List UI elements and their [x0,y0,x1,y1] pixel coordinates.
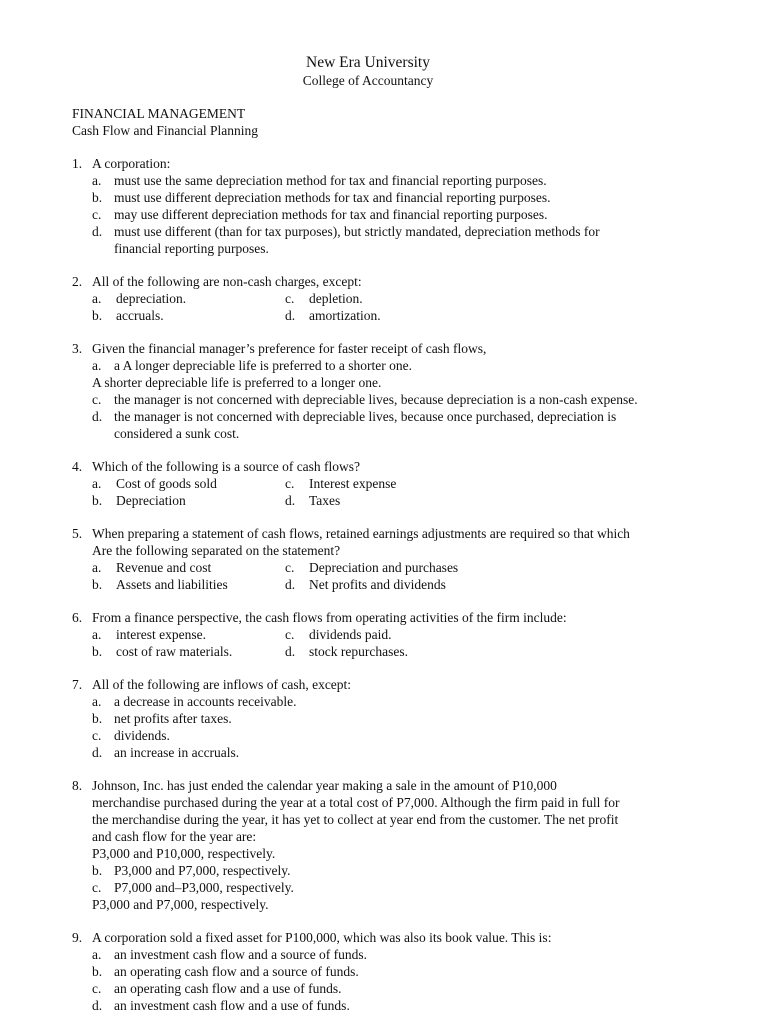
question-stem-continued: and cash flow for the year are: [92,829,257,844]
question-stem-continued: Are the following separated on the statement? [92,543,341,558]
choice-label: b. [92,711,103,726]
choice-text: dividends paid. [309,627,392,642]
choice-label: b. [92,964,103,979]
question-number: 8. [72,778,83,793]
course-title: FINANCIAL MANAGEMENT [72,106,246,121]
choice-label: c. [285,476,295,491]
choice-text: net profits after taxes. [114,711,232,726]
question-stem: A corporation sold a fixed asset for P100,000, which was also its book value. This is: [92,930,552,945]
choice-text: must use different (than for tax purposes), but strictly mandated, depreciation methods for [114,224,600,239]
question-stem: All of the following are inflows of cash, except: [92,677,352,692]
college-name: College of Accountancy [302,73,434,88]
choice-label: c. [92,880,102,895]
choice-label: a. [92,947,102,962]
choice-text: P3,000 and P7,000, respectively. [92,897,269,912]
choice-text: an investment cash flow and a use of funds. [114,998,350,1013]
choice-label: a. [92,694,102,709]
choice-text: Cost of goods sold [116,476,217,491]
choice-label: b. [92,493,103,508]
choice-text: amortization. [309,308,381,323]
choice-label: b. [92,308,103,323]
choice-label: a. [92,291,102,306]
choice-label: d. [285,308,296,323]
choice-label: c. [285,291,295,306]
choice-text: Taxes [309,493,341,508]
choice-text: P3,000 and P10,000, respectively. [92,846,276,861]
question-number: 4. [72,459,83,474]
question-number: 5. [72,526,83,541]
question-number: 7. [72,677,83,692]
choice-label: d. [92,745,103,760]
question-stem: When preparing a statement of cash flows, retained earnings adjustments are required so that which [92,526,630,541]
question-number: 1. [72,156,83,171]
choice-label: a. [92,627,102,642]
choice-label: d. [285,644,296,659]
choice-text: Revenue and cost [116,560,212,575]
choice-text: dividends. [114,728,170,743]
choice-label: d. [92,998,103,1013]
choice-label: d. [285,493,296,508]
university-name: New Era University [306,54,430,71]
choice-label: d. [92,409,103,424]
choice-text: cost of raw materials. [116,644,233,659]
question-number: 2. [72,274,83,289]
choice-text: must use different depreciation methods for tax and financial reporting purposes. [114,190,551,205]
choice-label: c. [92,207,102,222]
choice-label: c. [285,560,295,575]
choice-label: b. [92,577,103,592]
choice-label: a. [92,560,102,575]
question-stem: A corporation: [92,156,171,171]
question-stem-continued: the merchandise during the year, it has yet to collect at year end from the customer. The net profit [92,812,619,827]
choice-label: a. [92,173,102,188]
choice-text: interest expense. [116,627,206,642]
choice-text: depletion. [309,291,363,306]
question-number: 3. [72,341,83,356]
choice-text: depreciation. [116,291,187,306]
choice-label: d. [92,224,103,239]
question-stem: Johnson, Inc. has just ended the calendar year making a sale in the amount of P10,000 [92,778,557,793]
choice-text: Interest expense [309,476,397,491]
choice-text: an operating cash flow and a use of funds. [114,981,342,996]
choice-text: the manager is not concerned with depreciable lives, because once purchased, depreciation is [114,409,617,424]
choice-text: P7,000 and–P3,000, respectively. [114,880,294,895]
topic-title: Cash Flow and Financial Planning [72,123,258,138]
choice-text: Depreciation [116,493,186,508]
choice-text: must use the same depreciation method for tax and financial reporting purposes. [114,173,547,188]
choice-text: a A longer depreciable life is preferred to a shorter one. [114,358,412,373]
choice-text: Assets and liabilities [116,577,228,592]
question-stem: Which of the following is a source of cash flows? [92,459,361,474]
choice-label: d. [285,577,296,592]
choice-text: accruals. [116,308,164,323]
choice-text: an operating cash flow and a source of funds. [114,964,359,979]
choice-text: Depreciation and purchases [309,560,459,575]
choice-text: A shorter depreciable life is preferred to a longer one. [92,375,382,390]
choice-text: a decrease in accounts receivable. [114,694,297,709]
question-stem: From a finance perspective, the cash flows from operating activities of the firm include: [92,610,567,625]
choice-text: stock repurchases. [309,644,408,659]
choice-label: b. [92,644,103,659]
choice-text: may use different depreciation methods for tax and financial reporting purposes. [114,207,548,222]
choice-label: b. [92,863,103,878]
choice-label: c. [92,728,102,743]
question-number: 6. [72,610,83,625]
choice-label: a. [92,476,102,491]
question-stem: Given the financial manager’s preference for faster receipt of cash flows, [92,341,487,356]
choice-text: P3,000 and P7,000, respectively. [114,863,291,878]
question-number: 9. [72,930,83,945]
question-stem-continued: merchandise purchased during the year at a total cost of P7,000. Although the firm paid in full for [92,795,620,810]
choice-label: a. [92,358,102,373]
choice-text: the manager is not concerned with depreciable lives, because depreciation is a non-cash expense. [114,392,638,407]
choice-label: b. [92,190,103,205]
choice-text: an increase in accruals. [114,745,240,760]
question-stem: All of the following are non-cash charges, except: [92,274,362,289]
choice-label: c. [92,392,102,407]
choice-text: Net profits and dividends [309,577,446,592]
choice-label: c. [285,627,295,642]
choice-text-continued: financial reporting purposes. [114,241,269,256]
choice-text-continued: considered a sunk cost. [114,426,240,441]
choice-text: an investment cash flow and a source of funds. [114,947,368,962]
choice-label: c. [92,981,102,996]
